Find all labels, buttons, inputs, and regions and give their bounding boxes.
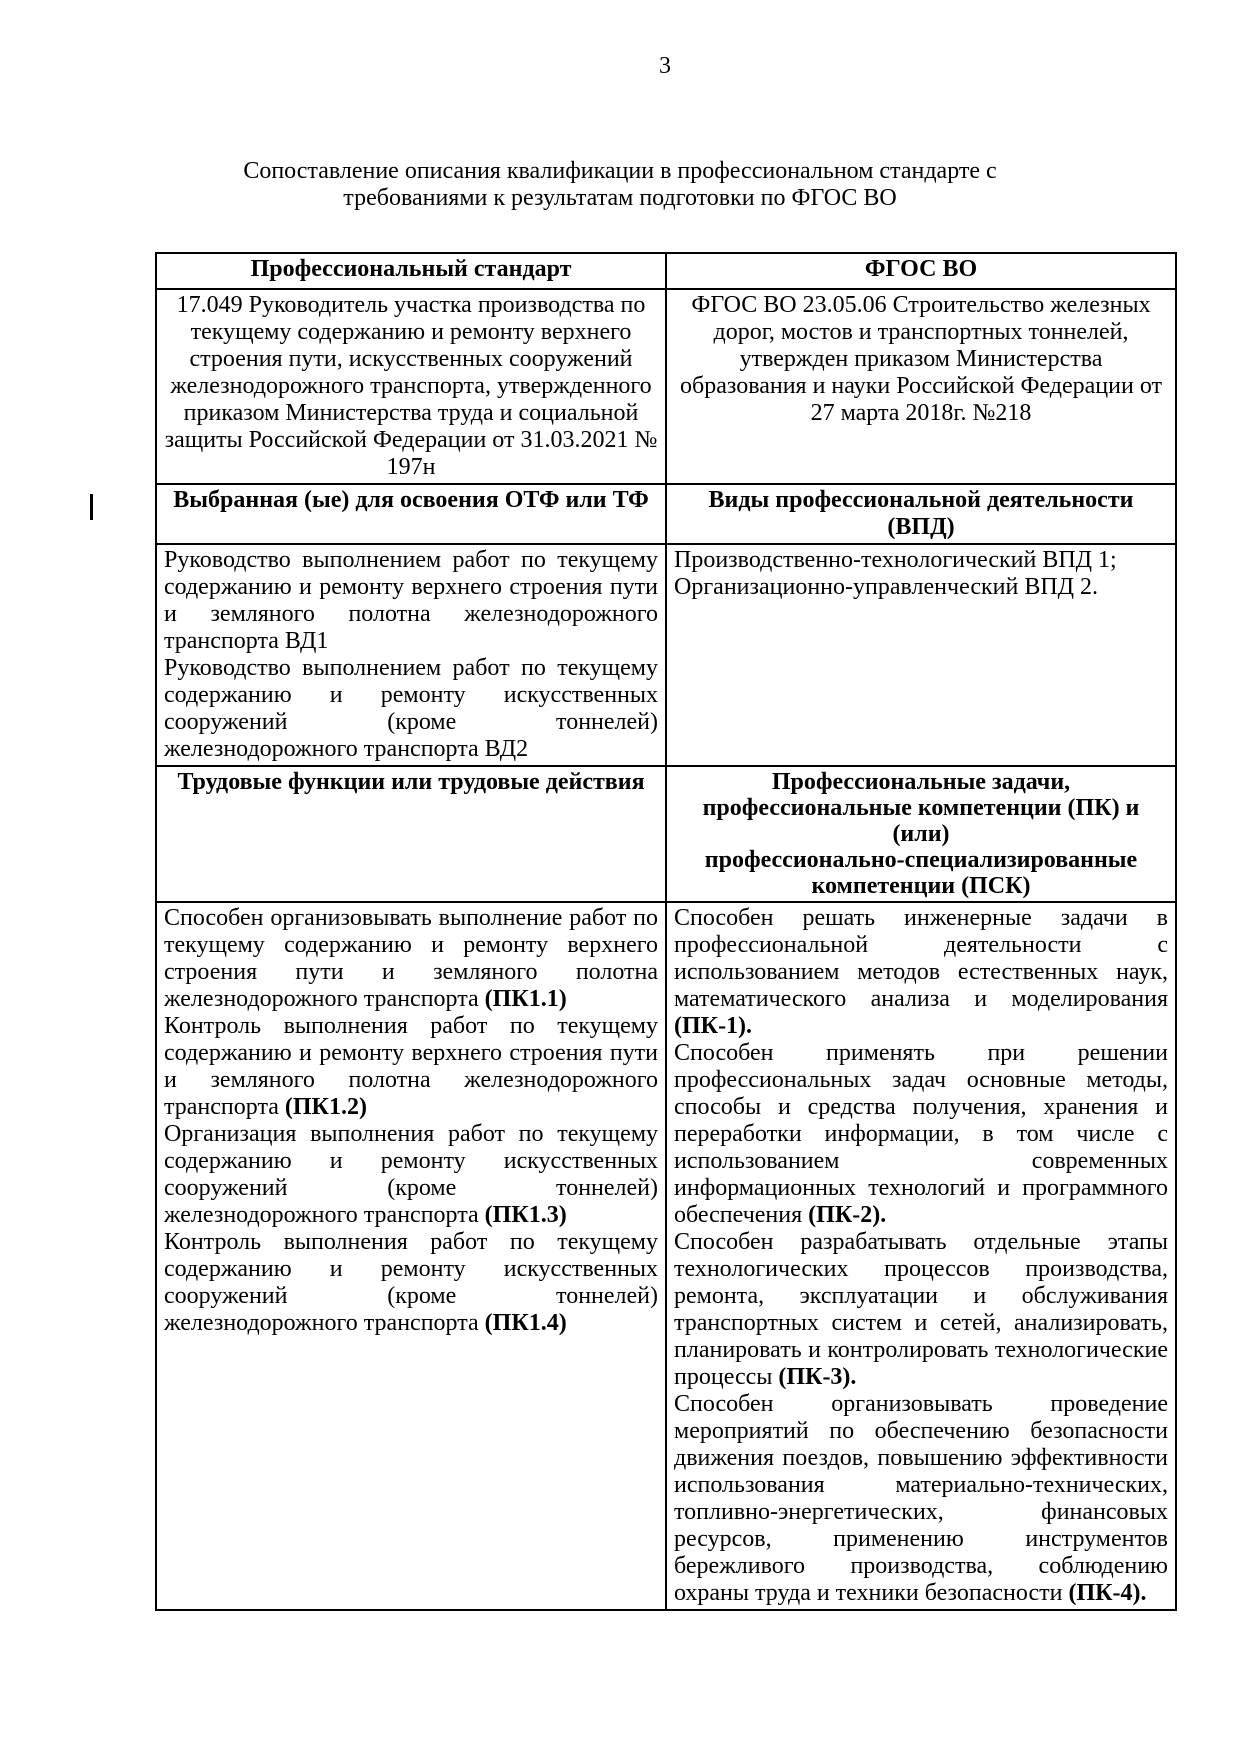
- table-row-standard-info: [156, 289, 1176, 484]
- cell-otf-list: [156, 544, 666, 766]
- document-title-line1: Сопоставление описания квалификации в профессиональном стандарте с: [243, 158, 997, 184]
- labor-function-item: [164, 905, 658, 1013]
- competency-item: [674, 905, 1168, 1040]
- competency-item: [674, 1229, 1168, 1391]
- competency-text: Способен разрабатывать отдельные этапы технологических процессов производства, ремонта, эксплуатации и обслуживания транспортных систем и сетей, анализировать, планировать и контролировать технологические процессы: [674, 1229, 1168, 1390]
- cell-prof-standard-info: 17.049 Руководитель участка производства по текущему содержанию и ремонту верхнего строения пути, искусственных сооружений железнодорожного транспорта, утвержденного приказом Министерства труда и социальной защиты Российской Федерации от 31.03.2021 № 197н: [156, 289, 666, 484]
- column-header-prof-standard: Профессиональный стандарт: [156, 253, 666, 289]
- prof-tasks-header-line2: профессиональные компетенции (ПК) и (или): [702, 795, 1140, 847]
- column-header-labor-functions: Трудовые функции или трудовые действия: [156, 766, 666, 902]
- document-title-line2: требованиями к результатам подготовки по ФГОС ВО: [343, 185, 897, 211]
- labor-function-code: (ПК1.4): [484, 1310, 567, 1336]
- competency-item: [674, 1391, 1168, 1607]
- labor-function-code: (ПК1.3): [484, 1202, 567, 1228]
- prof-tasks-header-line4: компетенции (ПСК): [811, 873, 1031, 899]
- page-number: 3: [659, 53, 671, 79]
- column-header-fgos-vo: ФГОС ВО: [666, 253, 1176, 289]
- comparison-table: [155, 252, 1177, 1611]
- labor-function-item: [164, 1121, 658, 1229]
- labor-function-text: Контроль выполнения работ по текущему содержанию и ремонту искусственных сооружений (кроме тоннелей) железнодорожного транспорта: [164, 1229, 658, 1336]
- table-row-header-2: [156, 484, 1176, 544]
- cell-labor-functions: [156, 902, 666, 1610]
- labor-function-code: (ПК1.1): [484, 986, 567, 1012]
- competency-code: (ПК-4).: [1068, 1580, 1147, 1606]
- cell-prof-competencies: [666, 902, 1176, 1610]
- prof-tasks-header-line1: Профессиональные задачи,: [771, 769, 1071, 795]
- labor-function-code: (ПК1.2): [284, 1094, 367, 1120]
- otf-item-vd2: Руководство выполнением работ по текущему содержанию и ремонту искусственных сооружений (кроме тоннелей) железнодорожного транспорта ВД2: [164, 655, 658, 762]
- competency-item: [674, 1040, 1168, 1229]
- vpd-item-1: Производственно-технологический ВПД 1;: [674, 547, 1117, 573]
- competency-code: (ПК-2).: [808, 1202, 887, 1228]
- labor-function-text: Способен организовывать выполнение работ по текущему содержанию и ремонту верхнего строения пути и земляного полотна железнодорожного транспорта: [164, 905, 658, 1012]
- document-title: [120, 158, 1120, 212]
- competency-code: (ПК-3).: [778, 1364, 857, 1390]
- column-header-prof-tasks: [666, 766, 1176, 902]
- table-row-otf: [156, 544, 1176, 766]
- competency-code: (ПК-1).: [674, 1013, 753, 1039]
- labor-function-item: [164, 1229, 658, 1337]
- prof-tasks-header-line3: профессионально-специализированные: [704, 847, 1138, 873]
- table-row-competencies: [156, 902, 1176, 1610]
- otf-item-vd1: Руководство выполнением работ по текущему содержанию и ремонту верхнего строения пути и земляного полотна железнодорожного транспорта ВД1: [164, 547, 658, 654]
- labor-function-item: [164, 1013, 658, 1121]
- table-row-header-1: [156, 253, 1176, 289]
- column-header-vpd: Виды профессиональной деятельности (ВПД): [666, 484, 1176, 544]
- revision-change-bar: [90, 494, 93, 520]
- vpd-item-2: Организационно-управленческий ВПД 2.: [674, 574, 1099, 600]
- labor-function-text: Организация выполнения работ по текущему содержанию и ремонту искусственных сооружений (кроме тоннелей) железнодорожного транспорта: [164, 1121, 658, 1228]
- competency-text: Способен применять при решении профессиональных задач основные методы, способы и средства получения, хранения и переработки информации, в том числе с использованием современных информационных технологий и программного обеспечения: [674, 1040, 1168, 1228]
- competency-text: Способен организовывать проведение мероприятий по обеспечению безопасности движения поездов, повышению эффективности использования материально-технических, топливно-энергетических, финансовых ресурсов, применению инструментов бережливого производства, соблюдению охраны труда и техники безопасности: [674, 1391, 1168, 1606]
- table-row-header-3: [156, 766, 1176, 902]
- competency-text: Способен решать инженерные задачи в профессиональной деятельности с использованием методов естественных наук, математического анализа и моделирования: [674, 905, 1168, 1012]
- cell-vpd-list: [666, 544, 1176, 766]
- labor-function-text: Контроль выполнения работ по текущему содержанию и ремонту верхнего строения пути и земляного полотна железнодорожного транспорта: [164, 1013, 658, 1120]
- cell-fgos-info: ФГОС ВО 23.05.06 Строительство железных дорог, мостов и транспортных тоннелей, утвержден приказом Министерства образования и науки Российской Федерации от 27 марта 2018г. №218: [666, 289, 1176, 484]
- column-header-otf-tf: Выбранная (ые) для освоения ОТФ или ТФ: [156, 484, 666, 544]
